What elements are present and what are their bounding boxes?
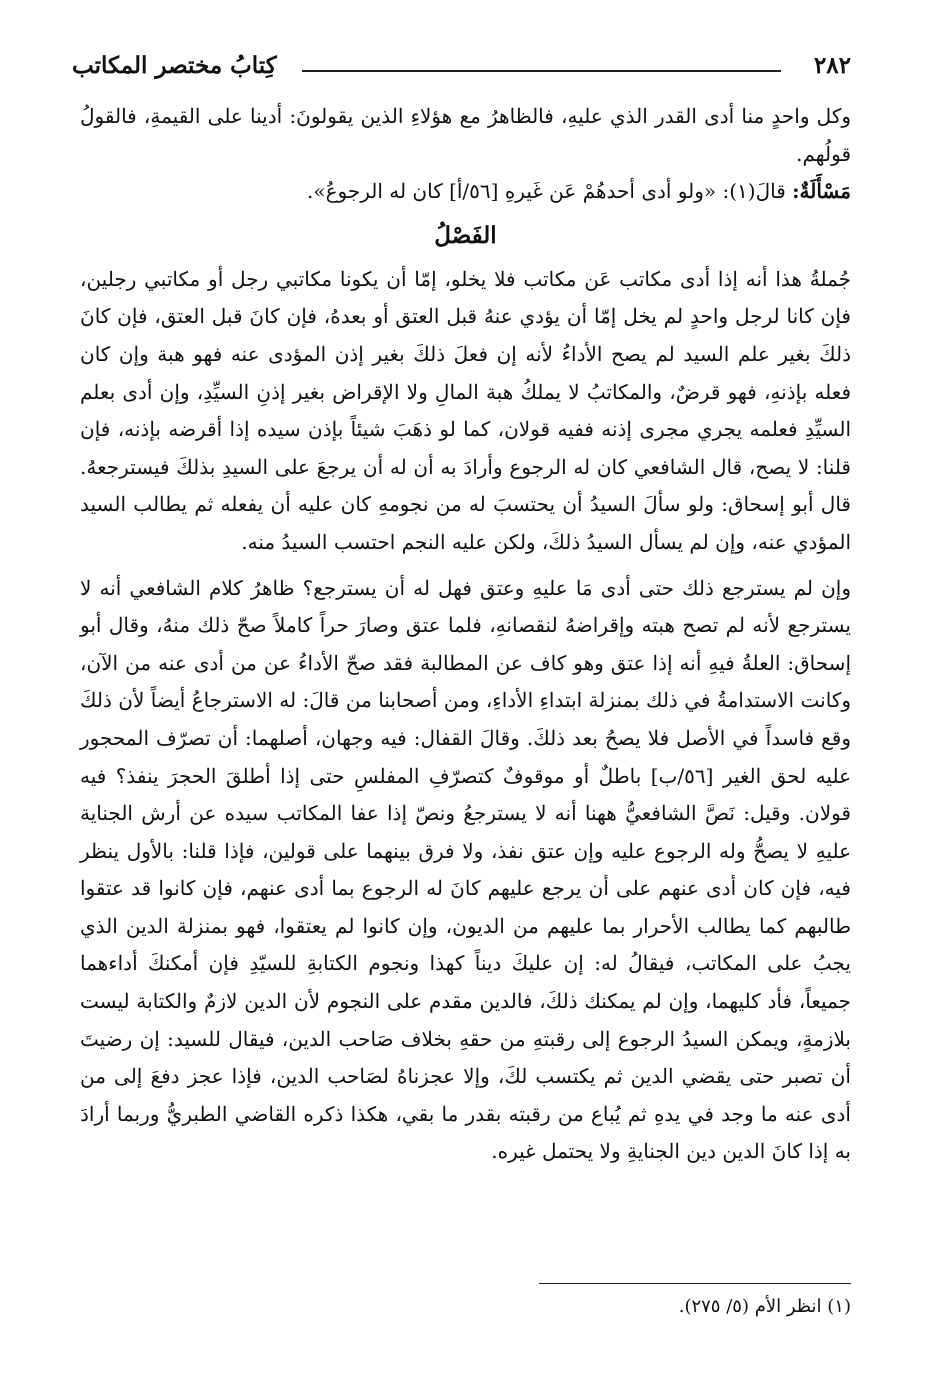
paragraph-1: وكل واحدٍ منا أدى القدر الذي عليهِ، فالظاهرُ مع هؤلاءِ الذين يقولونَ: أدينا على القيمةِ، فالقولُ قولُهم. [80,104,851,166]
masala-text: قالَ(١): «ولو أدى أحدهُمْ عَن غَيرهِ [٥٦/أ] كان له الرجوعُ». [306,179,793,204]
masala-line [80,173,851,211]
paragraph-3: وإن لم يسترجع ذلك حتى أدى مَا عليهِ وعتق فهل له أن يسترجع؟ ظاهرُ كلام الشافعي أنه لا يسترجع لأنه لم تصح هبته وإقراضهُ لنقصانهِ، فلما عتق وصارَ حراً كاملاً صحّ ذلك منهُ، وقال أبو إسحاق: العلةُ فيهِ أنه إذا عتق وهو كاف عن المطالبة فقد صحّ الأداءُ عن من أدى عنه من الآن، وكانت الاستدامةُ في ذلك بمنزلة ابتداءِ الأداءِ، ومن أصحابنا من قالَ: له الاسترجاعُ أيضاً لأن ذلكَ وقع فاسداً في الأصل فلا يصحُ بعد ذلكَ. وقالَ القفال: فيه وجهان، أصلهما: أن تصرّف المحجور عليه لحق الغير [٥٦/ب] باطلٌ أو موقوفٌ كتصرّفِ المفلسِ حتى إذا أطلقَ الحجرَ ينفذ؟ فيه قولان. وقيل: نَصَّ الشافعيُّ ههنا أنه لا يسترجعُ ونصّ إذا عفا المكاتب سيده عن أرش الجناية عليهِ لا يصحُّ وله الرجوع عليه وإن عتق نفذ، ولا فرق بينهما على قولين، فإذا قلنا: بالأول ينظر فيه، فإن كان أدى عنهم على أن يرجع عليهم كانَ له الرجوع بما أدى عنهم، فإن كانوا قد عتقوا طالبهم كما يطالب الأحرار بما عليهم من الديون، وإن كانوا لم يعتقوا، فهو بمنزلة الدين الذي يجبُ على المكاتب، فيقالُ له: إن عليكَ ديناً كهذا ونجوم الكتابةِ للسيّدِ فإن أمكنكَ أداءهما جميعاً، فأد كليهما، وإن لم يمكنك ذلكَ، فالدين مقدم على النجوم لأن الدين لازمٌ والكتابة ليست بلازمةٍ، ويمكن السيدُ الرجوع إلى رقبتهِ من حقهِ بخلاف صَاحب الدين، فيقال للسيد: إن رضيتَ أن تصبر حتى يقضي الدين ثم يكتسب لكَ، وإلا عجزناهُ لصَاحب الدين، فإذا عجز دفعَ إلى من أدى عنه ما وجد في يدهِ ثم يُباع من رقبته بقدر ما بقي، هكذا ذكره القاضي الطبريُّ وربما أرادَ به إذا كانَ الدين دين الجنايةِ ولا يحتمل غيره. [80,575,852,1164]
masala-label: مَسْأَلَةٌ: [792,179,851,204]
footnote: (١) انظر الأم (٥/ ٢٧٥). [678,1296,851,1317]
page-number: ٢٨٢ [813,52,851,79]
header-rule [302,70,781,72]
page-header [72,48,851,88]
main-text [80,98,851,1171]
section-heading: الفَصْلُ [434,221,497,249]
paragraph-2: جُملةُ هذا أنه إذا أدى مكاتب عَن مكاتب فلا يخلو، إمّا أن يكونا مكاتبي رجل أو مكاتبي رجلين، فإن كانا لرجل واحدٍ لم يخل إمّا أن يؤدي عنهُ قبل العتق أو بعدهُ، فإن كانَ قبل العتق، فإن كانَ ذلكَ بغير علم السيد لم يصح الأداءُ لأنه إن فعلَ ذلكَ بغير إذن المؤدى عنه فهو هبة وإن كان فعله بإذنهِ، فهو قرضٌ، والمكاتبُ لا يملكُ هبة المالِ ولا الإقراض بغير إذنِ السيِّدِ، وإن أدى بعلم السيِّدِ فعلمه يجري مجرى إذنه ففيه قولان، كما لو ذهَبَ شيئاً بإذن سيده إذا أقرضه بإذنه، فإن قلنا: لا يصح، قال الشافعي كان له الرجوع وأرادَ به أن له أن يرجعَ على السيدِ بذلكَ فيسترجعهُ. قال أبو إسحاق: ولو سألَ السيدُ أن يحتسبَ له من نجومهِ كان عليه أن يفعله ثم يطالب السيد المؤدي عنه، وإن لم يسأل السيدُ ذلكَ، ولكن عليه النجم احتسب السيدُ منه. [80,266,851,554]
footnote-rule [539,1283,851,1284]
running-title: كِتابُ مختصر المكاتب [72,52,277,79]
